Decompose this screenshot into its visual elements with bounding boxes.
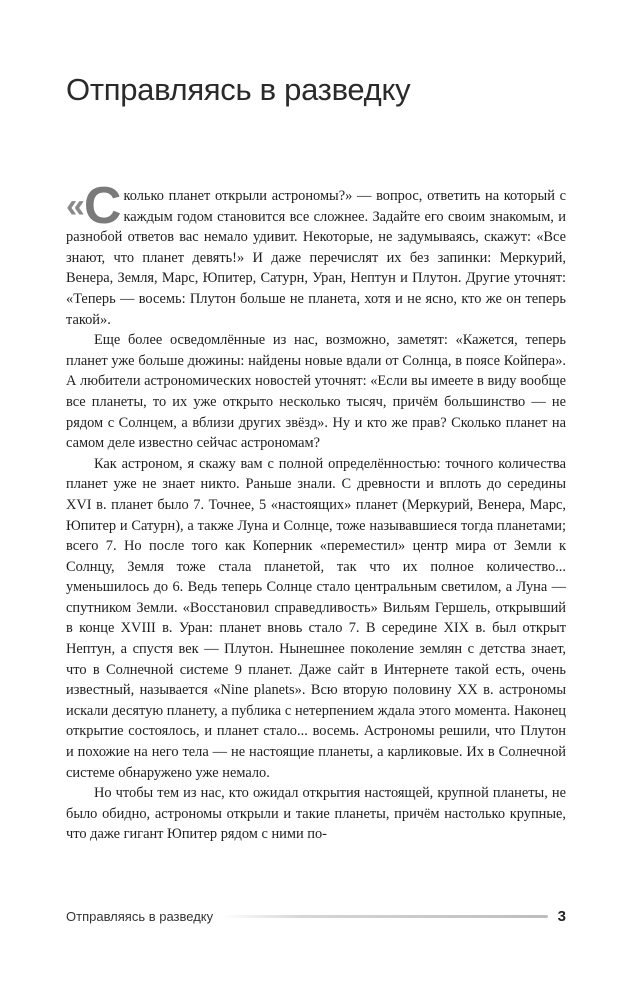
paragraph-1 (66, 177, 566, 330)
paragraph-1-text: колько планет открыли астрономы?» — вопрос, ответить на который с каждым годом становится все сложнее. Задайте его своим знакомым, и разнобой ответов вас немало удивит. Некоторые, не задумываясь, скажут: «Все знают, что планет девять!» И даже перечислят их без запинки: Меркурий, Венера, Земля, Марс, Юпитер, Сатурн, Уран, Нептун и Плутон. Другие уточнят: «Теперь — восемь: Плутон больше не планета, хотя и не ясно, кто же он теперь такой». (66, 188, 566, 328)
running-title: Отправляясь в разведку (66, 908, 214, 924)
paragraph-2: Еще более осведомлённые из нас, возможно, заметят: «Кажется, теперь планет уже больше дюжины: найдены новые вдали от Солнца, в поясе Койпера». А любители астрономических новостей уточнят: «Если вы имеете в виду вообще все планеты, то их уже открыто несколько тысяч, причём большинство — не рядом с Солнцем, а вблизи других звёзд». Ну и кто же прав? Сколько планет на самом деле известно сейчас астрономам? (66, 332, 566, 452)
paragraph-3: Как астроном, я скажу вам с полной определённостью: точного количества планет уже не знает никто. Раньше знали. С древности и вплоть до середины XVI в. планет было 7. Точнее, 5 «настоящих» планет (Меркурий, Венера, Марс, Юпитер и Сатурн), а также Луна и Солнце, тоже называвшиеся тогда планетами; всего 7. Но после того как Коперник «переместил» центр мира от Земли к Солнцу, Земля тоже стала планетой, так что их полное количество... уменьшилось до 6. Ведь теперь Солнце стало центральным светилом, а Луна — спутником Земли. «Восстановил справедливость» Вильям Гершель, открывший в конце XVIII в. Уран: планет вновь стало 7. В середине XIX в. был открыт Нептун, а спустя век — Плутон. Нынешнее поколение землян с детства знает, что в Солнечной системе 9 планет. Даже сайт в Интернете такой есть, очень известный, называется «Nine planets». Всю вторую половину XX в. астрономы искали десятую планету, а публика с нетерпением ждала этого момента. Наконец открытие состоялось, и планет стало... восемь. Астрономы решили, что Плутон и похожие на него тела — не настоящие планеты, а карликовые. Их в Солнечной системе обнаружено уже немало. (66, 455, 566, 781)
drop-quote-mark: « (66, 187, 81, 225)
page-number: 3 (557, 907, 566, 925)
footer-rule (221, 915, 548, 918)
chapter-title: Отправляясь в разведку (66, 72, 411, 107)
paragraph-4: Но чтобы тем из нас, кто ожидал открытия настоящей, крупной планеты, не было обидно, астрономы открыли и такие планеты, причём настолько крупные, что даже гигант Юпитер рядом с ними по- (66, 785, 566, 843)
body-text (66, 177, 566, 845)
drop-cap-letter: С (83, 177, 122, 235)
page-footer (66, 906, 566, 926)
